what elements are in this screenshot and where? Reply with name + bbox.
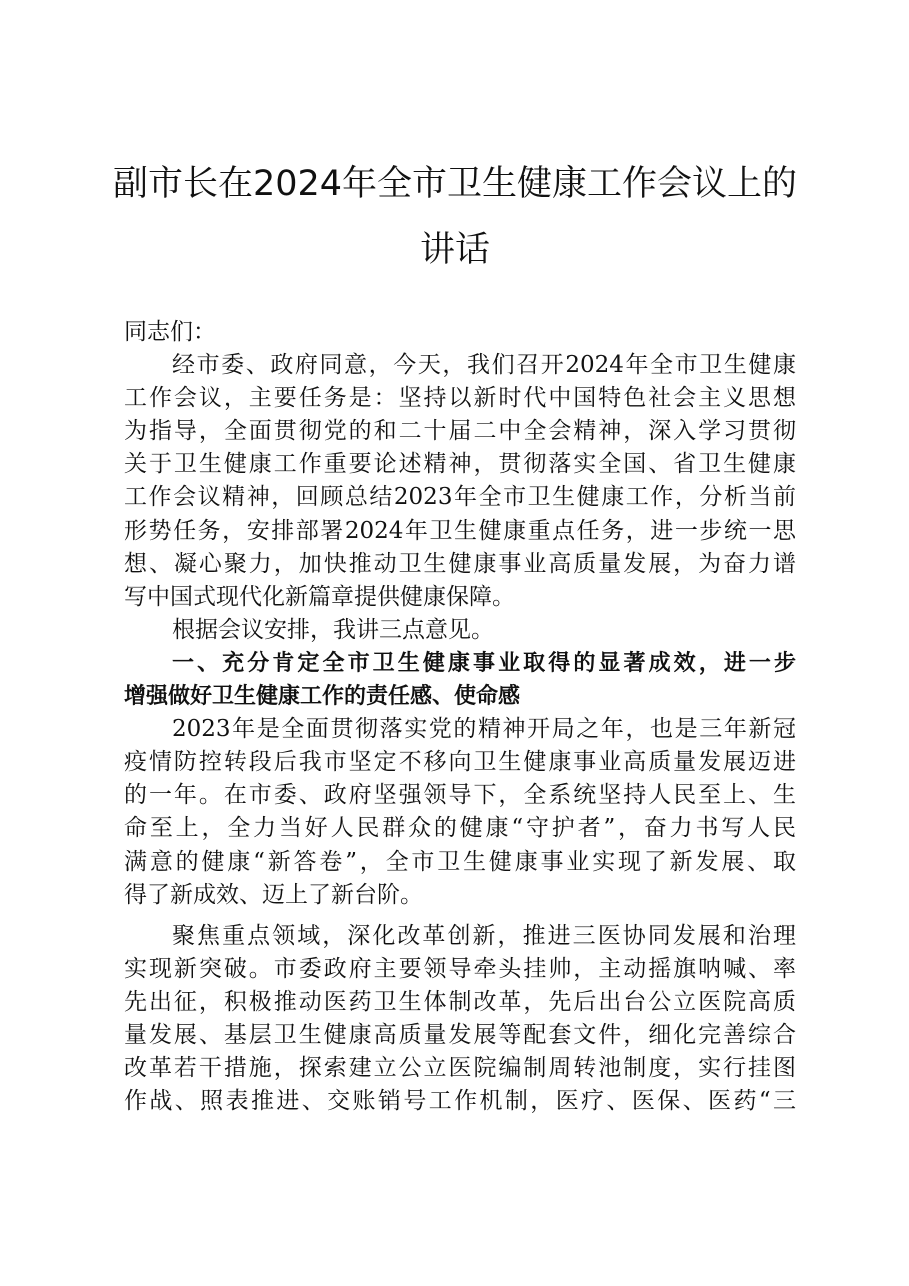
paragraph-line: 作战、照表推进、交账销号工作机制，医疗、医保、医药“三 xyxy=(124,1088,796,1115)
paragraph-line: 写中国式现代化新篇章提供健康保障。 xyxy=(124,583,515,610)
document-body xyxy=(124,316,796,1118)
paragraph-line: 的一年。在市委、政府坚强领导下，全系统坚持人民至上、生 xyxy=(124,782,796,809)
paragraph-line: 2023年是全面贯彻落实党的精神开局之年，也是三年新冠 xyxy=(172,716,796,743)
paragraph-line: 为指导，全面贯彻党的和二十届二中全会精神，深入学习贯彻 xyxy=(124,418,796,445)
paragraph-line: 命至上，全力当好人民群众的健康“守护者”，奋力书写人民 xyxy=(124,815,796,842)
paragraph-line: 聚焦重点领域，深化改革创新，推进三医协同发展和治理 xyxy=(172,922,796,949)
paragraph-line: 实现新突破。市委政府主要领导牵头挂帅，主动摇旗呐喊、率 xyxy=(124,955,796,982)
paragraph-gap xyxy=(124,912,796,920)
section-heading-line: 一、充分肯定全市卫生健康事业取得的显著成效，进一步 xyxy=(172,650,796,676)
paragraph-line: 先出征，积极推动医药卫生体制改革，先后出台公立医院高质 xyxy=(124,988,796,1015)
paragraph-line: 改革若干措施，探索建立公立医院编制周转池制度，实行挂图 xyxy=(124,1055,796,1082)
paragraph-line: 经市委、政府同意，今天，我们召开2024年全市卫生健康 xyxy=(172,352,796,379)
paragraph-line: 得了新成效、迈上了新台阶。 xyxy=(124,881,423,908)
paragraph-line: 关于卫生健康工作重要论述精神，贯彻落实全国、省卫生健康 xyxy=(124,451,796,478)
salutation: 同志们： xyxy=(124,319,216,345)
document-title-line-1: 副市长在2024年全市卫生健康工作会议上的 xyxy=(112,164,798,204)
paragraph-line: 量发展、基层卫生健康高质量发展等配套文件，细化完善综合 xyxy=(124,1021,796,1048)
paragraph-line: 形势任务，安排部署2024年卫生健康重点任务，进一步统一思 xyxy=(124,517,796,544)
paragraph-line: 满意的健康“新答卷”，全市卫生健康事业实现了新发展、取 xyxy=(124,848,796,875)
paragraph-line: 工作会议，主要任务是：坚持以新时代中国特色社会主义思想 xyxy=(124,385,796,412)
paragraph-line: 想、凝心聚力，加快推动卫生健康事业高质量发展，为奋力谱 xyxy=(124,550,796,577)
paragraph-line: 根据会议安排，我讲三点意见。 xyxy=(172,616,494,643)
document-title-line-2: 讲话 xyxy=(419,230,490,270)
paragraph-line: 工作会议精神，回顾总结2023年全市卫生健康工作，分析当前 xyxy=(124,484,796,511)
section-heading-line: 增强做好卫生健康工作的责任感、使命感 xyxy=(124,684,521,710)
paragraph-line: 疫情防控转段后我市坚定不移向卫生健康事业高质量发展迈进 xyxy=(124,749,796,776)
